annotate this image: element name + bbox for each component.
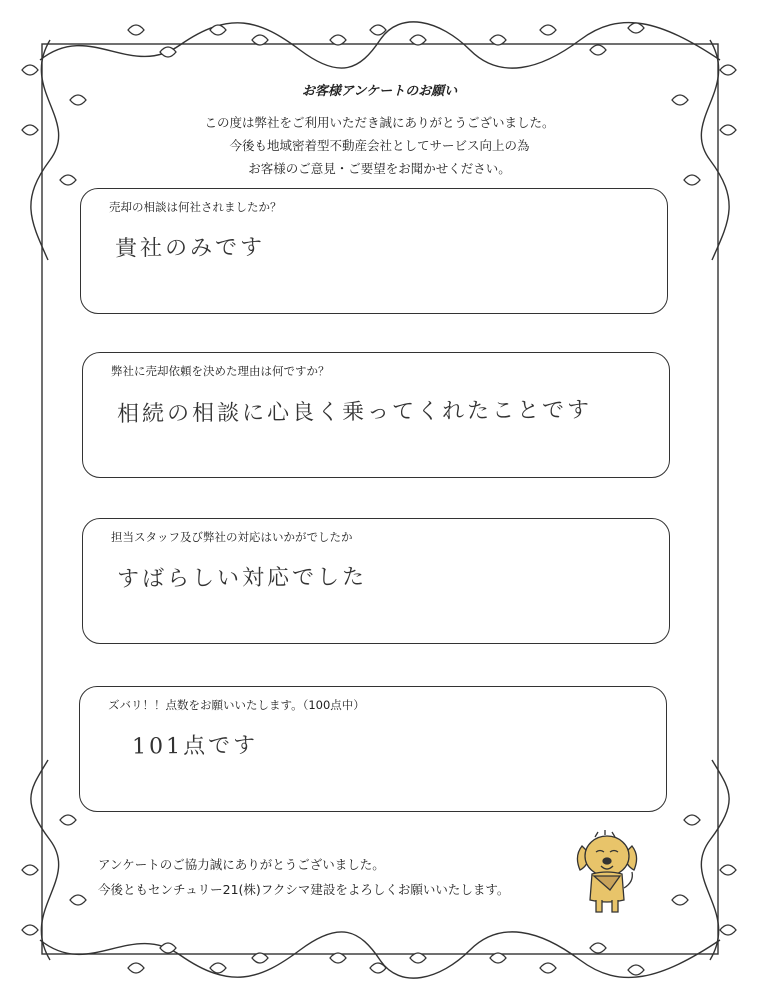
handwritten-answer: すばらしい対応でした: [116, 564, 368, 593]
footer-thanks: アンケートのご協力誠にありがとうございました。: [98, 857, 385, 872]
question-text: ズバリ！！点数をお願いいたします。（100点中）: [108, 698, 365, 712]
intro-line-1: この度は弊社をご利用いただき誠にありがとうございました。: [204, 115, 555, 130]
intro-line-2: 今後も地域密着型不動産会社としてサービス向上の為: [229, 138, 530, 153]
handwritten-answer: 101点です: [131, 733, 259, 760]
question-box-2: [82, 352, 670, 478]
intro-line-3: お客様のご意見・ご要望をお聞かせください。: [248, 161, 511, 176]
handwritten-answer: 相続の相談に心良く乗ってくれたことです: [116, 397, 593, 428]
question-text: 売却の相談は何社されましたか？: [109, 200, 282, 214]
survey-title: お客様アンケートのお願い: [301, 84, 458, 99]
handwritten-answer: 貴社のみです: [114, 235, 266, 262]
question-box-4: [79, 686, 667, 812]
question-text: 担当スタッフ及び弊社の対応はいかがでしたか: [111, 530, 353, 544]
question-text: 弊社に売却依頼を決めた理由は何ですか？: [111, 364, 330, 378]
footer-closing: 今後ともセンチュリー21(株)フクシマ建設をよろしくお願いいたします。: [98, 882, 510, 897]
dog-mascot-icon: [574, 828, 640, 914]
question-box-3: [82, 518, 670, 644]
question-box-1: [80, 188, 668, 314]
